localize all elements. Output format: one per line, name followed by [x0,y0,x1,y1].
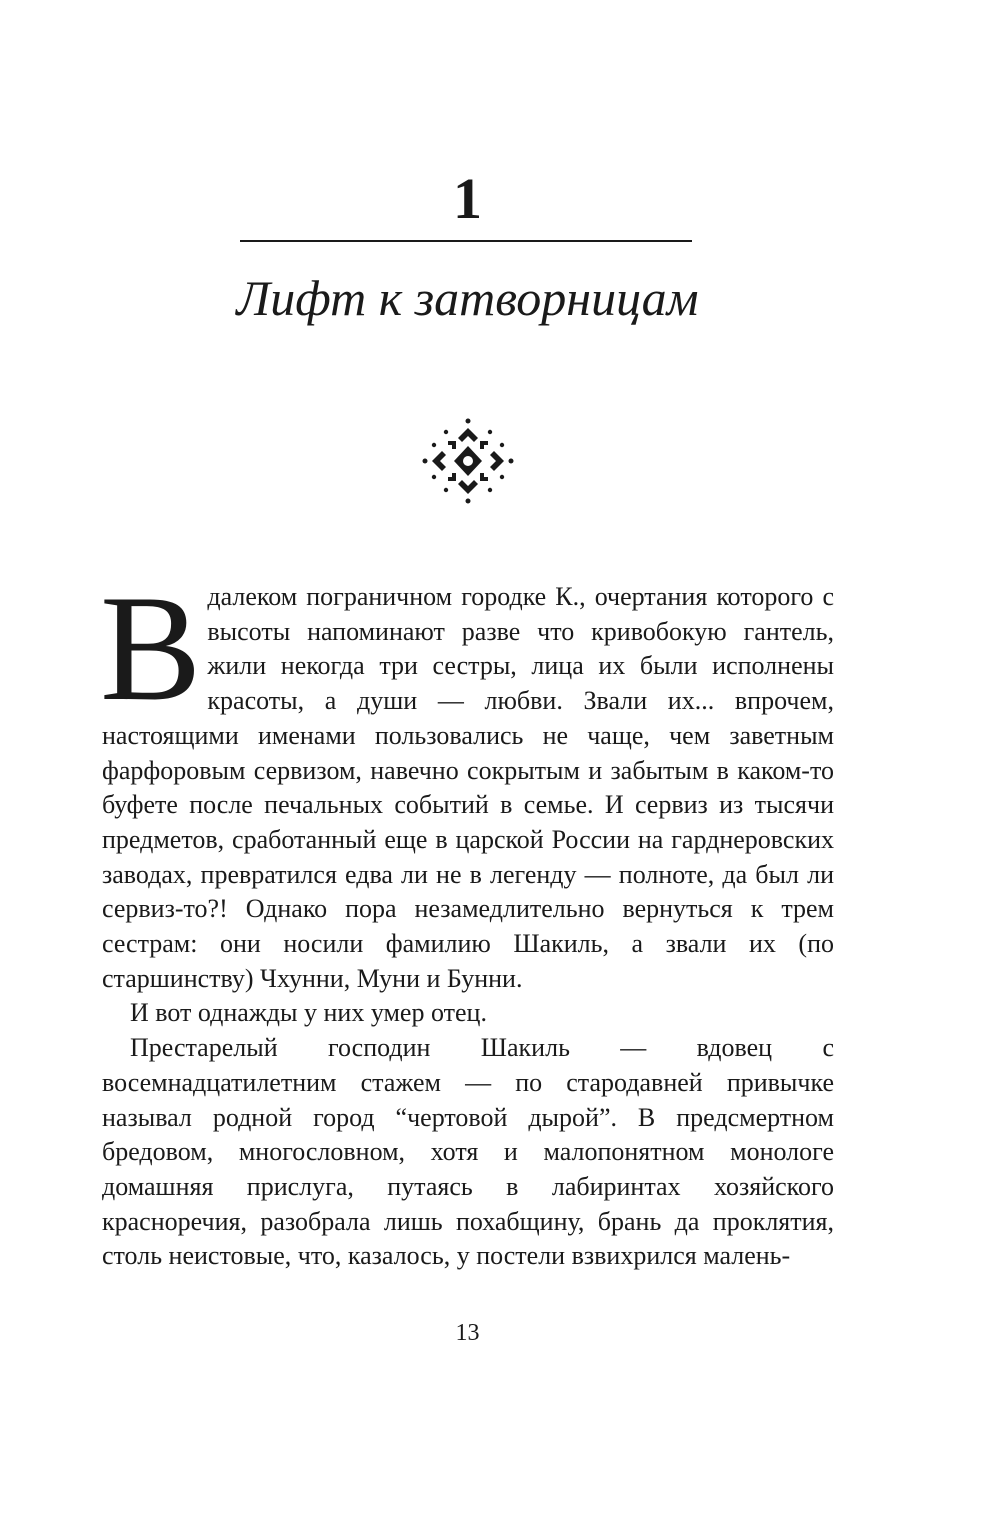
chapter-body [100,564,834,1274]
chapter-title: Лифт к затворницам [236,270,699,326]
paragraph: И вот однажды у них умер отец. [130,998,487,1028]
page-number: 13 [455,1320,480,1346]
folk-ornament-icon [422,418,514,504]
paragraph-text: далеком пограничном городке К., очертания которого с высоты напоминают разве что кривобокую гантель, жили некогда три сестры, лица их были исполнены красоты, а души — любви. Звали их... впрочем, настоящими именами пользовались не чаще, чем заветным фарфоровым сервизом, навечно сокрытым и забытым в каком-то буфете после печальных событий в семье. И сервиз из тысячи предметов, сработанный еще в царской России на гарднеровских заводах, превратился едва ли не в легенду — полноте, да был ли сервиз-то?! Однако пора незамедлительно вернуться к трем сестрам: они носили фамилию Шакиль, а звали их (по старшинству) Чхунни, Муни и Бунни. [102,582,834,993]
drop-cap: В [100,564,202,732]
chapter-divider [240,240,692,242]
paragraph-opening [100,564,834,996]
paragraph: Престарелый господин Шакиль — вдовец с восемнадцатилетним стажем — по стародавней привычке называл родной город “чертовой дырой”. В предсмертном бредовом, многословном, хотя и малопонятном монологе домашняя прислуга, путаясь в лабиринтах хозяйского красноречия, разобрала лишь похабщину, брань да проклятия, столь неистовые, что, казалось, у постели взвихрился малень- [102,1033,834,1271]
chapter-number: 1 [453,166,482,231]
